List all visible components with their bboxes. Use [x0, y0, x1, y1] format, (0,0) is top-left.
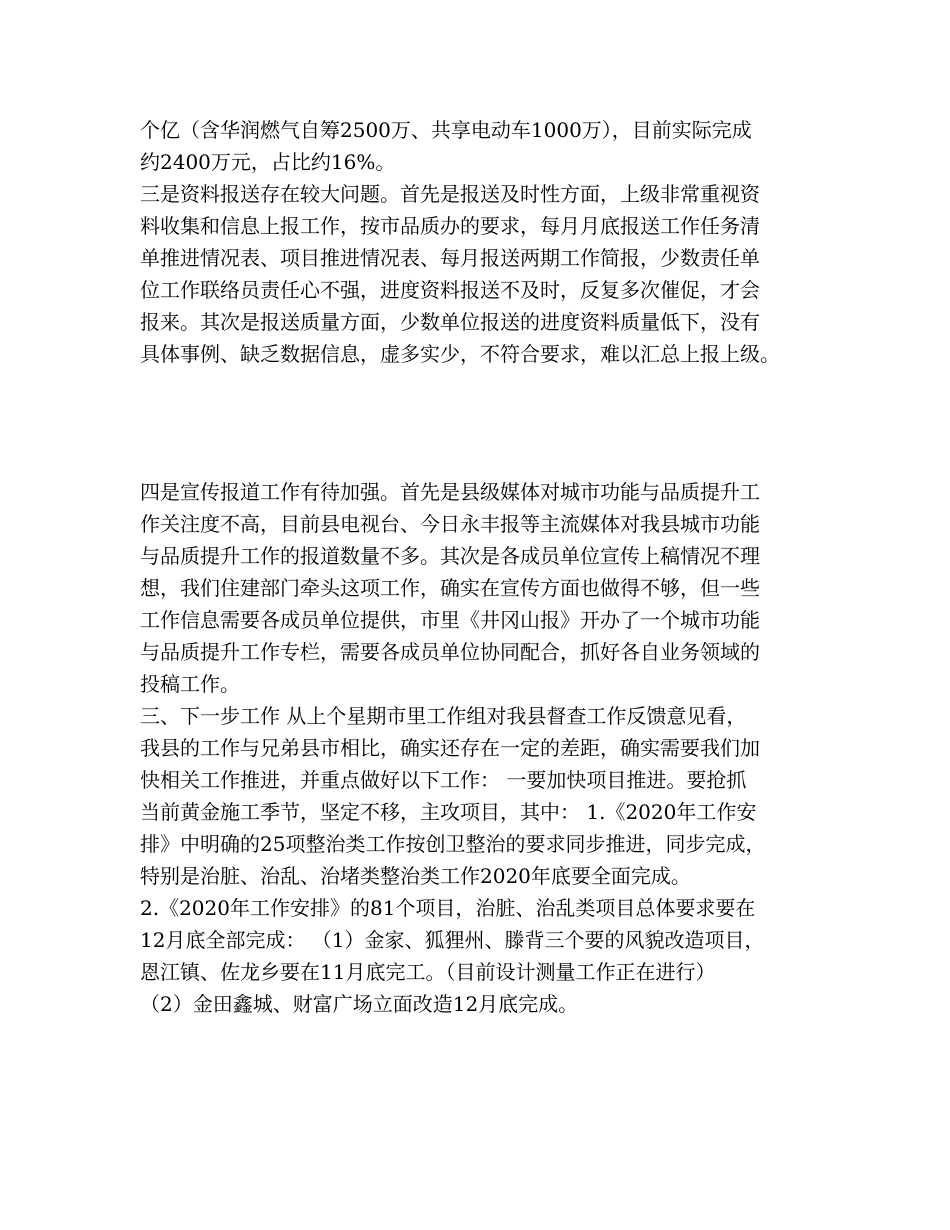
text-line: 与品质提升工作的报道数量不多。其次是各成员单位宣传上稿情况不理	[140, 544, 760, 568]
text-line: 料收集和信息上报工作，按市品质办的要求，每月月底报送工作任务清	[140, 214, 760, 238]
text-line: 约2400万元，占比约16%。	[140, 150, 396, 174]
text-line: 排》中明确的25项整治类工作按创卫整治的要求同步推进，同步完成，	[140, 832, 766, 856]
text-line: 12月底全部完成： （1）金家、狐狸州、滕背三个要的风貌改造项目，	[140, 928, 765, 952]
text-line: 三、下一步工作 从上个星期市里工作组对我县督查工作反馈意见看，	[140, 704, 747, 728]
text-line: 2.《2020年工作安排》的81个项目，治脏、治乱类项目总体要求要在	[140, 896, 756, 920]
text-line: 当前黄金施工季节，坚定不移，主攻项目，其中： 1.《2020年工作安	[140, 800, 757, 824]
text-line: 具体事例、缺乏数据信息，虚多实少，不符合要求，难以汇总上报上级。	[140, 342, 780, 366]
text-line: 个亿（含华润燃气自筹2500万、共享电动车1000万），目前实际完成	[140, 118, 752, 142]
text-line: 快相关工作推进，并重点做好以下工作： 一要加快项目推进。要抢抓	[140, 768, 747, 792]
text-line: 投稿工作。	[140, 672, 240, 696]
text-line: 作关注度不高，目前县电视台、今日永丰报等主流媒体对我县城市功能	[140, 512, 760, 536]
text-line: 工作信息需要各成员单位提供，市里《井冈山报》开办了一个城市功能	[140, 608, 760, 632]
text-line: （2）金田鑫城、财富广场立面改造12月底完成。	[140, 992, 579, 1016]
text-line: 特别是治脏、治乱、治堵类整治类工作2020年底要全面完成。	[140, 864, 691, 888]
text-line: 想，我们住建部门牵头这项工作，确实在宣传方面也做得不够，但一些	[140, 576, 760, 600]
text-line: 单推进情况表、项目推进情况表、每月报送两期工作简报，少数责任单	[140, 246, 760, 270]
text-line: 与品质提升工作专栏，需要各成员单位协同配合，抓好各自业务领域的	[140, 640, 760, 664]
text-line: 位工作联络员责任心不强，进度资料报送不及时，反复多次催促，才会	[140, 278, 760, 302]
text-line: 四是宣传报道工作有待加强。首先是县级媒体对城市功能与品质提升工	[140, 480, 760, 504]
text-line: 恩江镇、佐龙乡要在11月底完工。（目前设计测量工作正在进行）	[140, 960, 716, 984]
text-line: 我县的工作与兄弟县市相比，确实还存在一定的差距，确实需要我们加	[140, 736, 760, 760]
text-line: 报来。其次是报送质量方面，少数单位报送的进度资料质量低下，没有	[140, 310, 760, 334]
text-line: 三是资料报送存在较大问题。首先是报送及时性方面，上级非常重视资	[140, 182, 760, 206]
